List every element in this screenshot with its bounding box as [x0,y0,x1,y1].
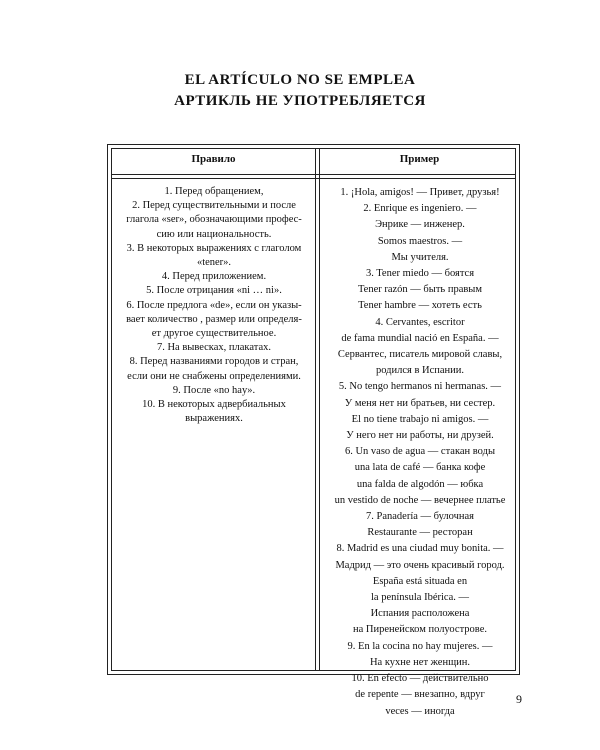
examples-column [322,185,518,720]
example-line: 5. No tengo hermanos ni hermanas. — [338,381,502,393]
example-line: У меня нет ни братьев, ни сестер. [344,397,496,409]
example-line: Энрике — инженер. [375,219,465,231]
rule-line: 2. Перед существительными и после [132,200,296,212]
example-line: Tener hambre — хотеть есть [358,300,482,312]
example-line: 10. En efecto — действительно [351,673,489,685]
rule-line: «tener». [196,257,232,269]
example-line: la península Ibérica. — [371,592,469,604]
example-line: 7. Panadería — булочная [366,511,474,523]
example-line: 9. En la cocina no hay mujeres. — [347,640,493,652]
example-line: de repente — внезапно, вдруг [355,689,485,701]
example-line: Somos maestros. — [377,235,463,247]
rule-line: выражениях. [185,413,243,425]
column-header-rule: Правило [191,153,236,165]
example-line: Мадрид — это очень красивый город. [335,559,505,571]
rule-line: глагола «ser», обозначающими профес- [126,214,302,226]
rule-line: если они не снабжены определениями. [127,370,301,382]
example-line: Tener razón — быть правым [357,284,483,296]
example-line: Restaurante — ресторан [367,527,473,539]
rule-line: 5. После отрицания «ni … ni». [146,285,282,297]
example-line: Мы учителя. [391,251,449,263]
example-line: 8. Madrid es una ciudad muy bonita. — [336,543,504,555]
rule-line: ет другое существительное. [151,328,277,340]
example-line: España está situada en [372,575,468,587]
rule-line: 8. Перед названиями городов и стран, [129,356,299,368]
example-line: У него нет ни работы, ни друзей. [346,430,494,442]
rule-line: 1. Перед обращением, [164,186,264,197]
example-line: Испания расположена [370,608,470,620]
rule-line: 10. В некоторых адвербиальных [142,399,286,411]
example-line: El no tiene trabajo ni amigos. — [351,413,489,425]
example-line: 3. Tener miedo — боятся [365,268,475,280]
example-line: de fama mundial nació en España. — [341,332,499,344]
column-header-example: Пример [399,153,440,165]
example-line: una lata de café — банка кофе [354,462,486,474]
rule-line: 7. На вывесках, плакатах. [156,342,272,354]
rule-line: сию или национальность. [156,228,272,240]
rule-line: 3. В некоторых выражениях с глаголом [126,242,302,254]
example-line: 6. Un vaso de agua — стакан воды [344,446,496,458]
title-spanish: EL ARTÍCULO NO SE EMPLEA [184,72,416,88]
rule-line: 9. После «no hay». [172,384,256,396]
rule-line: 4. Перед приложением. [161,271,267,283]
rules-table [107,144,520,717]
rules-column [116,185,312,426]
example-line: veces — иногда [385,705,455,717]
example-line: родился в Испании. [375,365,465,377]
header-divider [112,174,515,175]
header-divider [112,178,515,179]
example-line: на Пиренейском полуострове. [353,624,487,636]
rule-line: 6. После предлога «de», если он указы- [126,299,302,311]
title-russian: АРТИКЛЬ НЕ УПОТРЕБЛЯЕТСЯ [174,93,426,109]
example-line: На кухне нет женщин. [369,656,471,668]
rule-line: вает количество , размер или определя- [126,313,302,325]
example-line: 2. Enrique es ingeniero. — [363,203,477,215]
example-line: Сервантес, писатель мировой славы, [337,349,503,361]
column-divider [315,149,316,670]
column-divider [319,149,320,670]
example-line: 1. ¡Hola, amigos! — Привет, друзья! [340,187,500,198]
table-inner-border [111,148,516,717]
example-line: una falda de algodón — юбка [356,478,484,490]
example-line: un vestido de noche — вечернее платье [334,494,506,506]
example-line: 4. Cervantes, escritor [375,316,465,328]
page-number: 9 [516,692,522,706]
page-title-block [0,70,600,112]
